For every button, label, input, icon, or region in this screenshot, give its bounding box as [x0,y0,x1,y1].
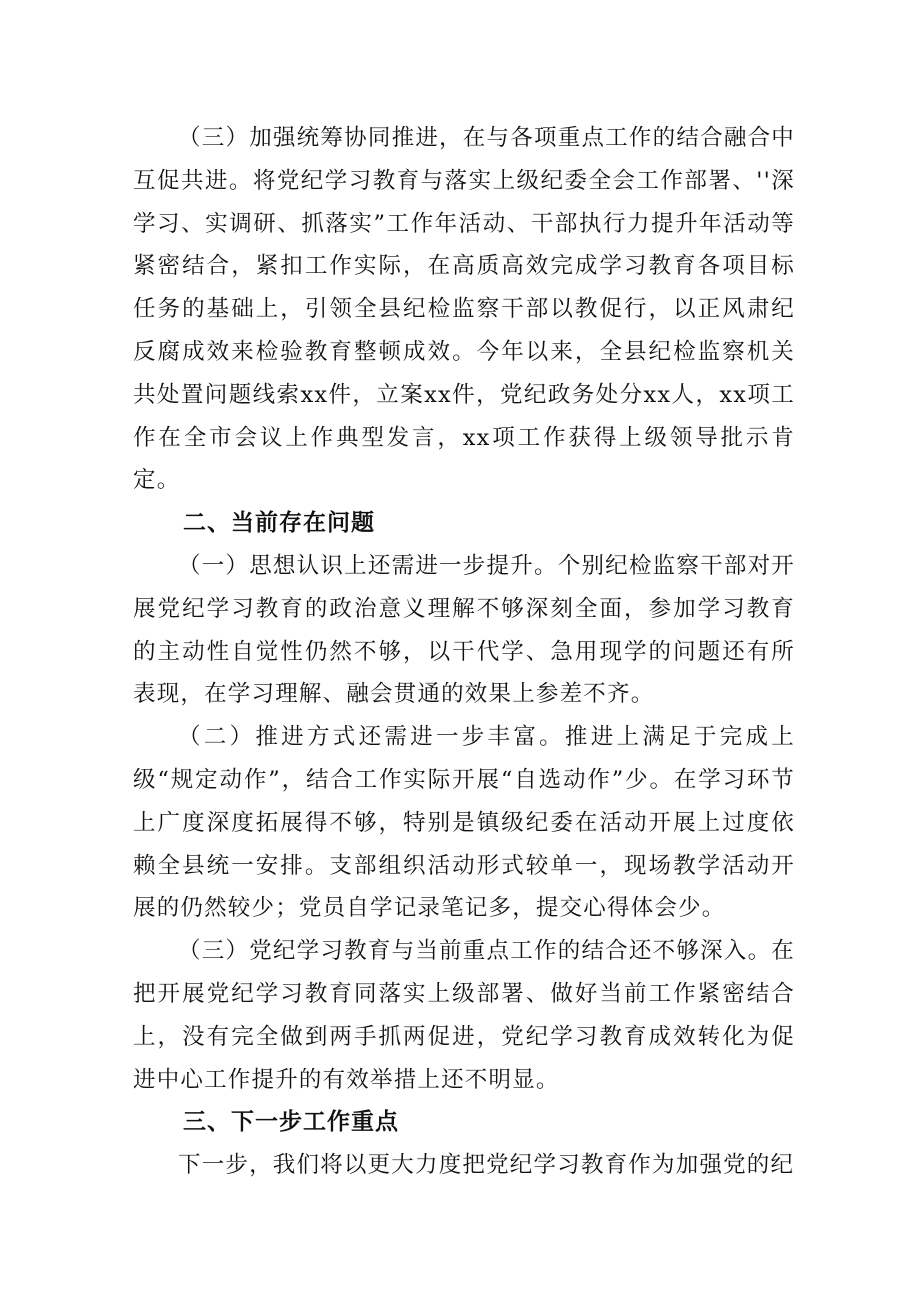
paragraph-problem-1: （一）思想认识上还需进一步提升。个别纪检监察干部对开展党纪学习教育的政治意义理解不够深刻全面，参加学习教育的主动性自觉性仍然不够，以干代学、急用现学的问题还有所表现，在学习理解、融会贯通的效果上参差不齐。 [133,552,795,708]
document-body [133,117,795,1187]
paragraph-problem-3: （三）党纪学习教育与当前重点工作的结合还不够深入。在把开展党纪学习教育同落实上级部署、做好当前工作紧密结合上，没有完全做到两手抓两促进，党纪学习教育成效转化为促进中心工作提升的有效举措上还不明显。 [133,938,795,1093]
paragraph-coordination: （三）加强统筹协同推进，在与各项重点工作的结合融合中互促共进。将党纪学习教育与落实上级纪委全会工作部署、''深学习、实调研、抓落实”工作年活动、干部执行力提升年活动等紧密结合，紧扣工作实际，在高质高效完成学习教育各项目标任务的基础上，引领全县纪检监察干部以教促行，以正风肃纪反腐成效来检验教育整顿成效。今年以来，全县纪检监察机关共处置问题线索xx件，立案xx件，党纪政务处分xx人，xx项工作在全市会议上作典型发言，xx项工作获得上级领导批示肯定。 [133,125,795,494]
section-heading-current-problems: 二、当前存在问题 [183,510,375,537]
paragraph-next-steps: 下一步，我们将以更大力度把党纪学习教育作为加强党的纪 [178,1152,795,1179]
section-heading-next-steps: 三、下一步工作重点 [183,1109,399,1136]
paragraph-problem-2: （二）推进方式还需进一步丰富。推进上满足于完成上级“规定动作”，结合工作实际开展“自选动作”少。在学习环节上广度深度拓展得不够，特别是镇级纪委在活动开展上过度依赖全县统一安排。支部组织活动形式较单一，现场教学活动开展的仍然较少；党员自学记录笔记多，提交心得体会少。 [133,724,795,922]
